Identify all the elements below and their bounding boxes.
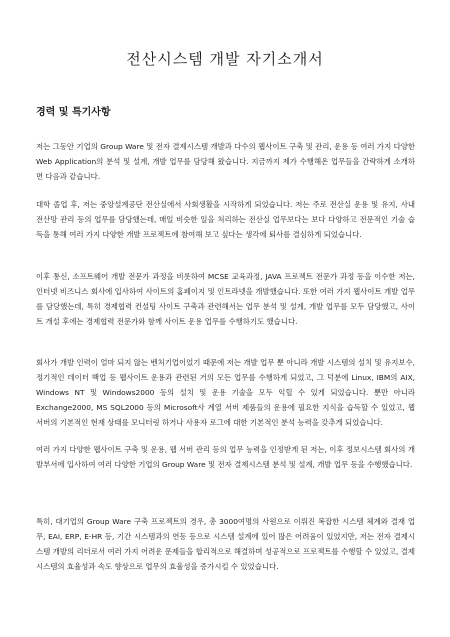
paragraph-5: 여러 가지 다양한 웹사이트 구축 및 운용, 웹 서버 관리 등의 업무 능력을 인정받게 된 저는, 이후 정보시스템 회사의 개발부서에 입사하여 여러 다양한 기업의 Group Ware 및 전자 결제시스템 분석 및 설계, 개발 업무 등을 수행했습니다. [36,445,415,469]
section-heading: 경력 및 특기사항 [36,107,111,118]
paragraph-1: 저는 그동안 기업의 Group Ware 및 전자 결제시스템 개발과 다수의 웹사이트 구축 및 관리, 운용 등 여러 가지 다양한 Web Application의 분석 및 설계, 개발 업무를 담당해 왔습니다. 지금까지 제가 수행해온 업무들을 간략하게 소개하면 다음과 같습니다. [36,142,415,181]
document-title: 전산시스템 개발 자기소개서 [126,50,324,68]
paragraph-3: 이후 통신, 소프트웨어 개발 전문가 과정을 비롯하여 MCSE 교육과정, JAVA 프로젝트 전문가 과정 등을 이수한 저는, 인터넷 비즈니스 회사에 입사하여 사이트의 홈페이지 및 인트라넷을 개발했습니다. 또한 여러 가지 웹사이트 개발 업무를 담당했는데, 특히 경제협력 컨설팅 사이트 구축과 관련해서는 업무 분석 및 설계, 개발 업무를 모두 담당했고, 사이트 개설 후에는 경제협력 전문가와 함께 사이트 운용 업무를 수행하기도 했습니다. [36,272,415,326]
paragraph-2: 대학 졸업 후, 저는 중앙설계공단 전산실에서 사회생활을 시작하게 되었습니다. 저는 주로 전산실 운용 및 유지, 사내 전산망 관리 등의 업무를 담당했는데, 매일 비슷한 일을 처리하는 전산실 업무보다는 보다 다양하고 전문적인 기술 습득을 통해 여러 가지 다양한 개발 프로젝트에 참여해 보고 싶다는 생각에 퇴사를 결심하게 되었습니다. [36,200,415,239]
paragraph-4: 회사가 개발 인력이 얼마 되지 않는 벤처기업이었기 때문에 저는 개발 업무 뿐 아니라 개발 시스템의 설치 및 유지보수, 정기적인 데이터 백업 등 웹사이트 운용과 관련된 거의 모든 업무를 수행하게 되었고, 그 덕분에 Linux, IBM의 AIX, Windows NT 및 Windows2000 등의 설치 및 운용 기술을 모두 익힐 수 있게 되었습니다. 뿐만 아니라 Exchange2000, MS SQL2000 등의 Microsoft사 계열 서버 제품들의 운용에 필요한 지식을 습득할 수 있었고, 웹 서버의 기본적인 현재 상태를 모니터링 하거나 사용자 로그에 대한 기본적인 분석 능력을 갖추게 되었습니다. [36,358,415,427]
paragraph-6: 특히, 대기업의 Group Ware 구축 프로젝트의 경우, 총 3000여명의 사원으로 이뤄진 복잡한 시스템 체계와 결재 업무, EAI, ERP, E-HR 등, 기간 시스템과의 연동 등으로 시스템 설계에 있어 많은 어려움이 있었지만, 저는 전자 결제시스템 개발의 리더로서 여러 가지 어려운 문제들을 합리적으로 해결하며 성공적으로 프로젝트를 수행할 수 있었고, 결제시스템의 효율성과 속도 향상으로 업무의 효율성을 증가시킬 수 있었습니다. [36,517,415,571]
